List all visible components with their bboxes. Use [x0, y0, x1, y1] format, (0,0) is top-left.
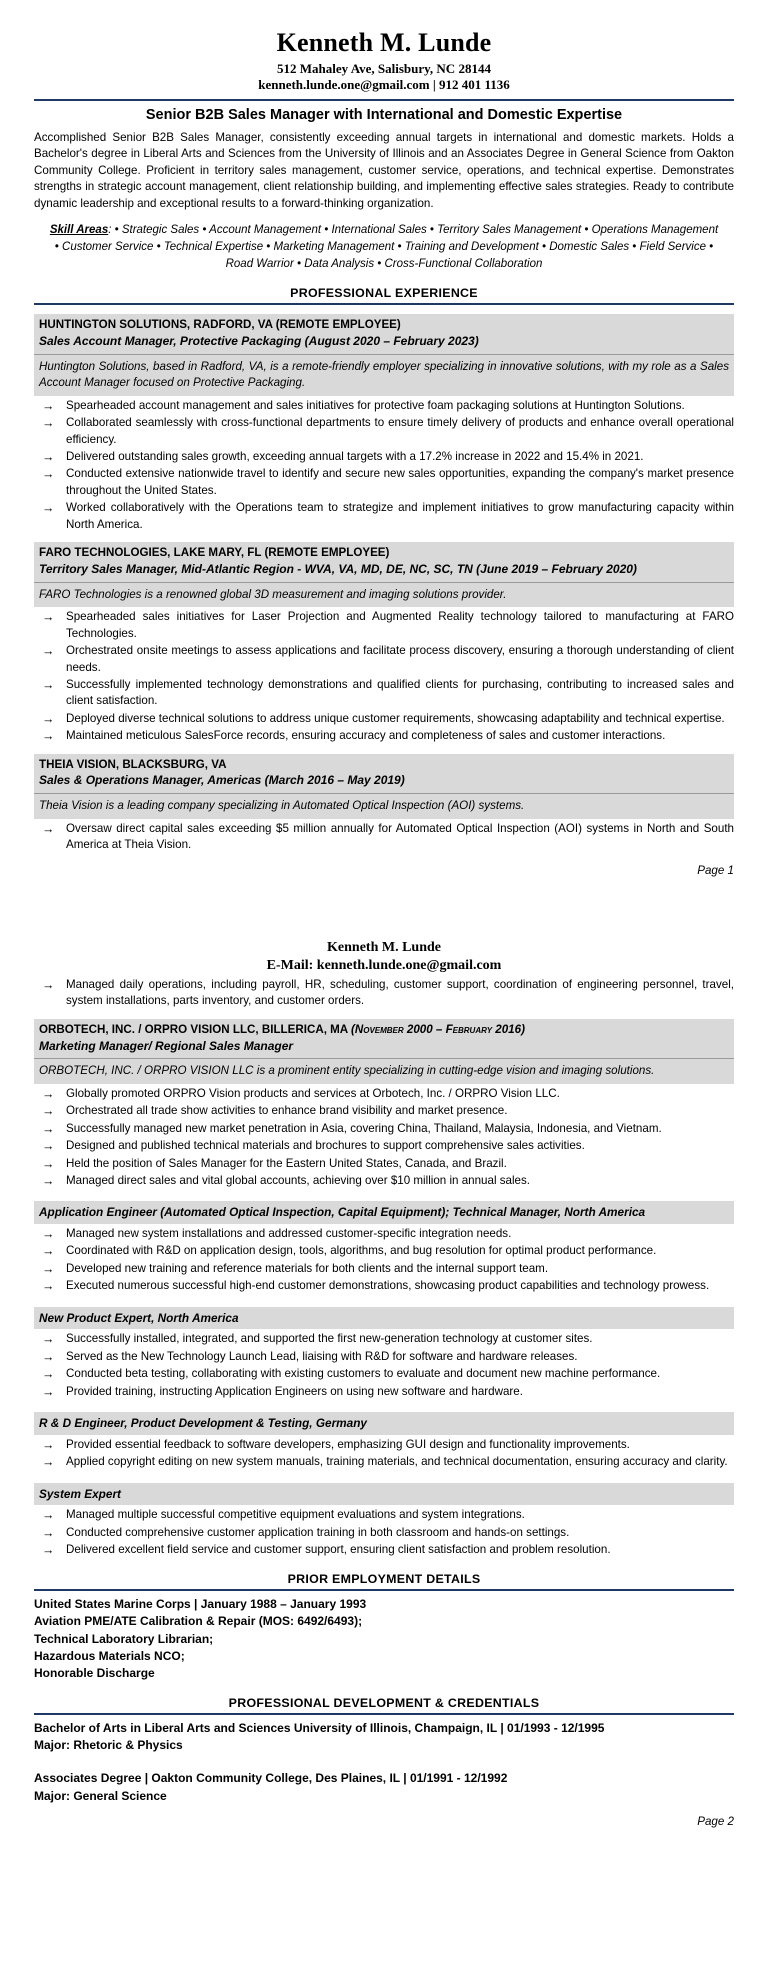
job-entry: [34, 314, 734, 533]
job-entry: [34, 542, 734, 745]
job-description: Theia Vision is a leading company specializing in Automated Optical Inspection (AOI) systems.: [34, 793, 734, 818]
list-item: [34, 1525, 734, 1541]
education-line-major: Major: Rhetoric & Physics: [34, 1737, 183, 1752]
candidate-name: Kenneth M. Lunde: [276, 28, 492, 57]
bullet-text: Conducted beta testing, collaborating with existing customers to evaluate and document new machine performance.: [66, 1367, 661, 1381]
arrow-icon: →: [42, 1508, 55, 1523]
candidate-address: 512 Mahaley Ave, Salisbury, NC 28144: [277, 60, 491, 76]
list-item: [34, 1156, 734, 1172]
arrow-icon: →: [42, 1437, 55, 1452]
section-title-professional-development: PROFESSIONAL DEVELOPMENT & CREDENTIALS: [228, 1695, 540, 1710]
bullet-text: Designed and published technical materials and brochures to support comprehensive sales activities.: [66, 1139, 585, 1153]
job-entry-orbotech: [34, 1019, 734, 1190]
professional-headline: Senior B2B Sales Manager with International and Domestic Expertise: [145, 107, 623, 124]
job-company: FARO TECHNOLOGIES, LAKE MARY, FL (REMOTE EMPLOYEE): [39, 546, 390, 560]
bullet-text: Spearheaded sales initiatives for Laser Projection and Augmented Reality technology tailored to manufacturing at FARO Technologies.: [66, 610, 734, 640]
bullet-text: Collaborated seamlessly with cross-functional departments to ensure timely delivery of products and enhance overall operational efficiency.: [66, 416, 734, 446]
bullet-text: Served as the New Technology Launch Lead, liaising with R&D for software and hardware releases.: [66, 1349, 578, 1363]
job-company-name: ORBOTECH, INC. / ORPRO VISION LLC, BILLERICA, MA: [39, 1022, 348, 1036]
list-item: [34, 1278, 734, 1294]
bullet-text: Applied copyright editing on new system manuals, training materials, and technical documentation, ensuring accuracy and clarity.: [66, 1455, 728, 1469]
page-break-gap: [0, 877, 768, 939]
arrow-icon: →: [42, 450, 55, 465]
prior-employment-block: [34, 1596, 734, 1681]
arrow-icon: →: [42, 1227, 55, 1241]
list-item: [34, 1086, 734, 1102]
bullet-text: Delivered excellent field service and customer support, ensuring client satisfaction and problem resolution.: [66, 1542, 611, 1556]
list-item: [34, 466, 734, 499]
education-line-primary: Associates Degree | Oakton Community College, Des Plaines, IL | 01/1991 - 12/1992: [34, 1771, 508, 1786]
bullet-text: Orchestrated onsite meetings to assess applications and facilitate process discovery, ensuring a thorough understanding of client needs.: [66, 644, 734, 674]
list-item: [34, 449, 734, 465]
candidate-contact: kenneth.lunde.one@gmail.com | 912 401 1136: [258, 77, 510, 93]
job-bullet-list: [34, 398, 734, 534]
section-title-professional-experience: PROFESSIONAL EXPERIENCE: [290, 286, 478, 301]
list-item: [34, 1103, 734, 1119]
list-item: [34, 728, 734, 744]
sub-role-bullet-list: [34, 1437, 734, 1471]
prior-employment-line: Hazardous Materials NCO;: [34, 1648, 185, 1663]
bullet-text: Executed numerous successful high-end customer demonstrations, showcasing product capabilities and technology prowess.: [66, 1279, 710, 1293]
arrow-icon: →: [42, 1261, 55, 1276]
resume-page-1: [0, 0, 768, 877]
job-title: Sales & Operations Manager, Americas (March 2016 – May 2019): [39, 773, 405, 788]
bullet-text: Managed direct sales and vital global accounts, achieving over $10 million in annual sales.: [66, 1174, 531, 1188]
arrow-icon: →: [42, 1349, 55, 1364]
sub-role-entry: [34, 1307, 734, 1400]
list-item: [34, 415, 734, 448]
prior-employment-line: Aviation PME/ATE Calibration & Repair (MOS: 6492/6493);: [34, 1614, 363, 1629]
list-item: [34, 398, 734, 414]
arrow-icon: →: [42, 610, 55, 625]
skill-areas-list: • Strategic Sales • Account Management • International Sales • Territory Sales Management • Operations Management • Customer Service • Technical Expertise • Marketing Management • Training and Development • Domestic Sales • Field Service • Road Warrior • Data Analysis • Cross-Functional Collaboration: [54, 224, 719, 270]
job-bullet-list: [34, 609, 734, 745]
arrow-icon: →: [42, 644, 55, 659]
bullet-text: Managed new system installations and addressed customer-specific integration needs.: [66, 1227, 512, 1240]
job-header: [34, 314, 734, 353]
arrow-icon: →: [42, 398, 55, 413]
arrow-icon: →: [42, 1542, 55, 1557]
bullet-text: Globally promoted ORPRO Vision products and services at Orbotech, Inc. / ORPRO Vision LLC.: [66, 1086, 560, 1100]
arrow-icon: →: [42, 501, 55, 516]
sub-role-title: New Product Expert, North America: [34, 1307, 734, 1330]
arrow-icon: →: [42, 467, 55, 482]
bullet-text: Conducted comprehensive customer application training in both classroom and hands-on settings.: [66, 1525, 570, 1539]
sub-role-title: System Expert: [34, 1483, 734, 1506]
skill-areas: [48, 222, 720, 272]
arrow-icon: →: [42, 821, 55, 836]
section-title-prior-employment: PRIOR EMPLOYMENT DETAILS: [287, 1572, 481, 1587]
education-line-major: Major: General Science: [34, 1788, 167, 1803]
list-item: [34, 1173, 734, 1189]
list-item: [34, 1226, 734, 1242]
job-entry: [34, 754, 734, 854]
professional-summary: Accomplished Senior B2B Sales Manager, consistently exceeding annual targets in international and domestic markets. Holds a Bachelor's degree in Liberal Arts and Sciences from the University of Illinois and an Associates Degree in General Science from Oakton Community College. Proficient in territory sales management, customer service, operations, and technical expertise. Demonstrates strengths in strategic account management, client relationship building, and implementing effective sales strategies. Ready to contribute dynamic leadership and exceptional results to a forward-thinking organization.: [34, 131, 734, 210]
prior-employment-line: Technical Laboratory Librarian;: [34, 1631, 214, 1646]
job-company-dates: (November 2000 – February 2016): [350, 1022, 525, 1036]
bullet-text: Successfully managed new market penetration in Asia, covering China, Thailand, Malaysia, Indonesia, and Vietnam.: [66, 1121, 662, 1135]
sub-role-title: R & D Engineer, Product Development & Testing, Germany: [34, 1412, 734, 1435]
job-bullet-list: [34, 1086, 734, 1190]
arrow-icon: →: [42, 1525, 55, 1540]
arrow-icon: →: [42, 1332, 55, 1347]
list-item: [34, 1437, 734, 1453]
job-header: [34, 754, 734, 793]
list-item: [34, 1366, 734, 1382]
arrow-icon: →: [42, 1244, 55, 1259]
list-item: [34, 1349, 734, 1365]
job-company: HUNTINGTON SOLUTIONS, RADFORD, VA (REMOTE EMPLOYEE): [39, 318, 401, 332]
arrow-icon: →: [42, 1139, 55, 1154]
job-description: Huntington Solutions, based in Radford, VA, is a remote-friendly employer specializing in innovative solutions, with my role as a Sales Account Manager focused on Protective Packaging.: [34, 354, 734, 396]
bullet-text: Successfully implemented technology demonstrations and qualified clients for purchasing, contributing to increased sales and client satisfaction.: [66, 677, 734, 708]
bullet-text: Maintained meticulous SalesForce records, ensuring accuracy and completeness of sales and customer interactions.: [66, 729, 666, 743]
list-item: [34, 1454, 734, 1470]
header-divider: [34, 99, 734, 101]
job-header: [34, 1019, 734, 1058]
bullet-text: Delivered outstanding sales growth, exceeding annual targets with a 17.2% increase in 2022 and 15.4% in 2021.: [66, 450, 644, 464]
page2-candidate-email: E-Mail: kenneth.lunde.one@gmail.com: [266, 957, 502, 973]
sub-role-title: Application Engineer (Automated Optical Inspection, Capital Equipment); Technical Manager, North America: [34, 1201, 734, 1224]
list-item: [34, 1243, 734, 1259]
prior-employment-line: Honorable Discharge: [34, 1665, 155, 1680]
job-description: FARO Technologies is a renowned global 3D measurement and imaging solutions provider.: [34, 582, 734, 607]
bullet-text: Deployed diverse technical solutions to address unique customer requirements, showcasing adaptability and technical expertise.: [66, 711, 725, 725]
bullet-text: Successfully installed, integrated, and supported the first new-generation technology at customer sites.: [66, 1332, 593, 1346]
list-item: [34, 1384, 734, 1400]
list-item: [34, 643, 734, 676]
job-company: THEIA VISION, BLACKSBURG, VA: [39, 757, 227, 771]
list-item: [34, 1542, 734, 1558]
sub-role-bullet-list: [34, 1331, 734, 1400]
bullet-text: Spearheaded account management and sales initiatives for protective foam packaging solutions at Huntington Solutions.: [66, 398, 685, 412]
page-number-footer: Page 2: [697, 1815, 734, 1829]
arrow-icon: →: [42, 416, 55, 431]
bullet-text: Orchestrated all trade show activities to enhance brand visibility and market presence.: [66, 1104, 508, 1118]
job-title: Sales Account Manager, Protective Packaging (August 2020 – February 2023): [39, 333, 479, 348]
job-title: Territory Sales Manager, Mid-Atlantic Region - WVA, VA, MD, DE, NC, SC, TN (June 2019 – February 2020): [39, 561, 637, 576]
arrow-icon: →: [42, 1367, 55, 1382]
job-description: ORBOTECH, INC. / ORPRO VISION LLC is a prominent entity specializing in cutting-edge vision and imaging solutions.: [34, 1058, 734, 1083]
bullet-text: Worked collaboratively with the Operations team to strategize and implement initiatives to grow manufacturing capacity within North America.: [66, 501, 734, 531]
sub-role-entry: [34, 1483, 734, 1559]
arrow-icon: →: [42, 1455, 55, 1470]
arrow-icon: →: [42, 1156, 55, 1171]
arrow-icon: →: [42, 711, 55, 726]
arrow-icon: →: [42, 1104, 55, 1119]
section-divider-professional-development: [34, 1713, 734, 1715]
list-item: [34, 1331, 734, 1347]
sub-role-bullet-list: [34, 1226, 734, 1295]
bullet-text: Conducted extensive nationwide travel to identify and secure new sales opportunities, expanding the company's market presence throughout the United States.: [66, 467, 734, 497]
education-line-primary: Bachelor of Arts in Liberal Arts and Sciences University of Illinois, Champaign, IL | 01/1993 - 12/1995: [34, 1720, 605, 1735]
list-item: [34, 1261, 734, 1277]
bullet-text: Provided training, instructing Application Engineers on using new software and hardware.: [66, 1384, 523, 1398]
sub-role-entry: [34, 1412, 734, 1470]
prior-employment-line: United States Marine Corps | January 1988 – January 1993: [34, 1597, 367, 1612]
arrow-icon: →: [42, 677, 55, 692]
bullet-text: Managed multiple successful competitive equipment evaluations and system integrations.: [66, 1508, 525, 1522]
list-item: [34, 609, 734, 642]
bullet-text: Coordinated with R&D on application design, tools, algorithms, and bug resolution for optimal product performance.: [66, 1244, 657, 1258]
bullet-text: Oversaw direct capital sales exceeding $5 million annually for Automated Optical Inspection (AOI) systems in North and South America at Theia Vision.: [66, 821, 734, 852]
education-entry: [34, 1770, 734, 1805]
section-divider-experience: [34, 303, 734, 305]
list-item: [34, 1138, 734, 1154]
sub-role-entry: [34, 1201, 734, 1294]
arrow-icon: →: [42, 977, 55, 992]
arrow-icon: →: [42, 1279, 55, 1294]
bullet-text: Developed new training and reference materials for both clients and the internal support team.: [66, 1261, 549, 1275]
job-bullet-list: [34, 821, 734, 854]
page-number-footer: Page 1: [697, 863, 734, 877]
arrow-icon: →: [42, 729, 55, 744]
job-header: [34, 542, 734, 581]
arrow-icon: →: [42, 1121, 55, 1136]
skill-areas-separator: :: [108, 224, 112, 237]
sub-role-bullet-list: [34, 1507, 734, 1558]
resume-page-2: [0, 939, 768, 1829]
arrow-icon: →: [42, 1086, 55, 1101]
list-item: [34, 821, 734, 854]
arrow-icon: →: [42, 1174, 55, 1189]
section-divider-prior-employment: [34, 1589, 734, 1591]
list-item: [34, 977, 734, 1010]
list-item: [34, 677, 734, 710]
document-header: [34, 28, 734, 94]
arrow-icon: →: [42, 1384, 55, 1399]
page2-header: [34, 939, 734, 975]
bullet-text: Held the position of Sales Manager for the Eastern United States, Canada, and Brazil.: [66, 1156, 507, 1170]
skill-areas-label: Skill Areas: [49, 224, 109, 237]
job-title: Marketing Manager/ Regional Sales Manager: [39, 1038, 294, 1053]
list-item: [34, 1507, 734, 1523]
page2-candidate-name: Kenneth M. Lunde: [327, 939, 441, 955]
education-entry: [34, 1720, 734, 1755]
list-item: [34, 711, 734, 727]
list-item: [34, 500, 734, 533]
bullet-text: Provided essential feedback to software developers, emphasizing GUI design and functionality improvements.: [66, 1437, 630, 1451]
list-item: [34, 1121, 734, 1137]
education-spacer: [34, 1754, 734, 1767]
continued-bullet-list: [34, 977, 734, 1010]
job-company: [39, 1022, 729, 1038]
bullet-text: Managed daily operations, including payroll, HR, scheduling, customer support, coordination of engineering personnel, travel, system installations, parts inventory, and customer orders.: [66, 977, 734, 1008]
